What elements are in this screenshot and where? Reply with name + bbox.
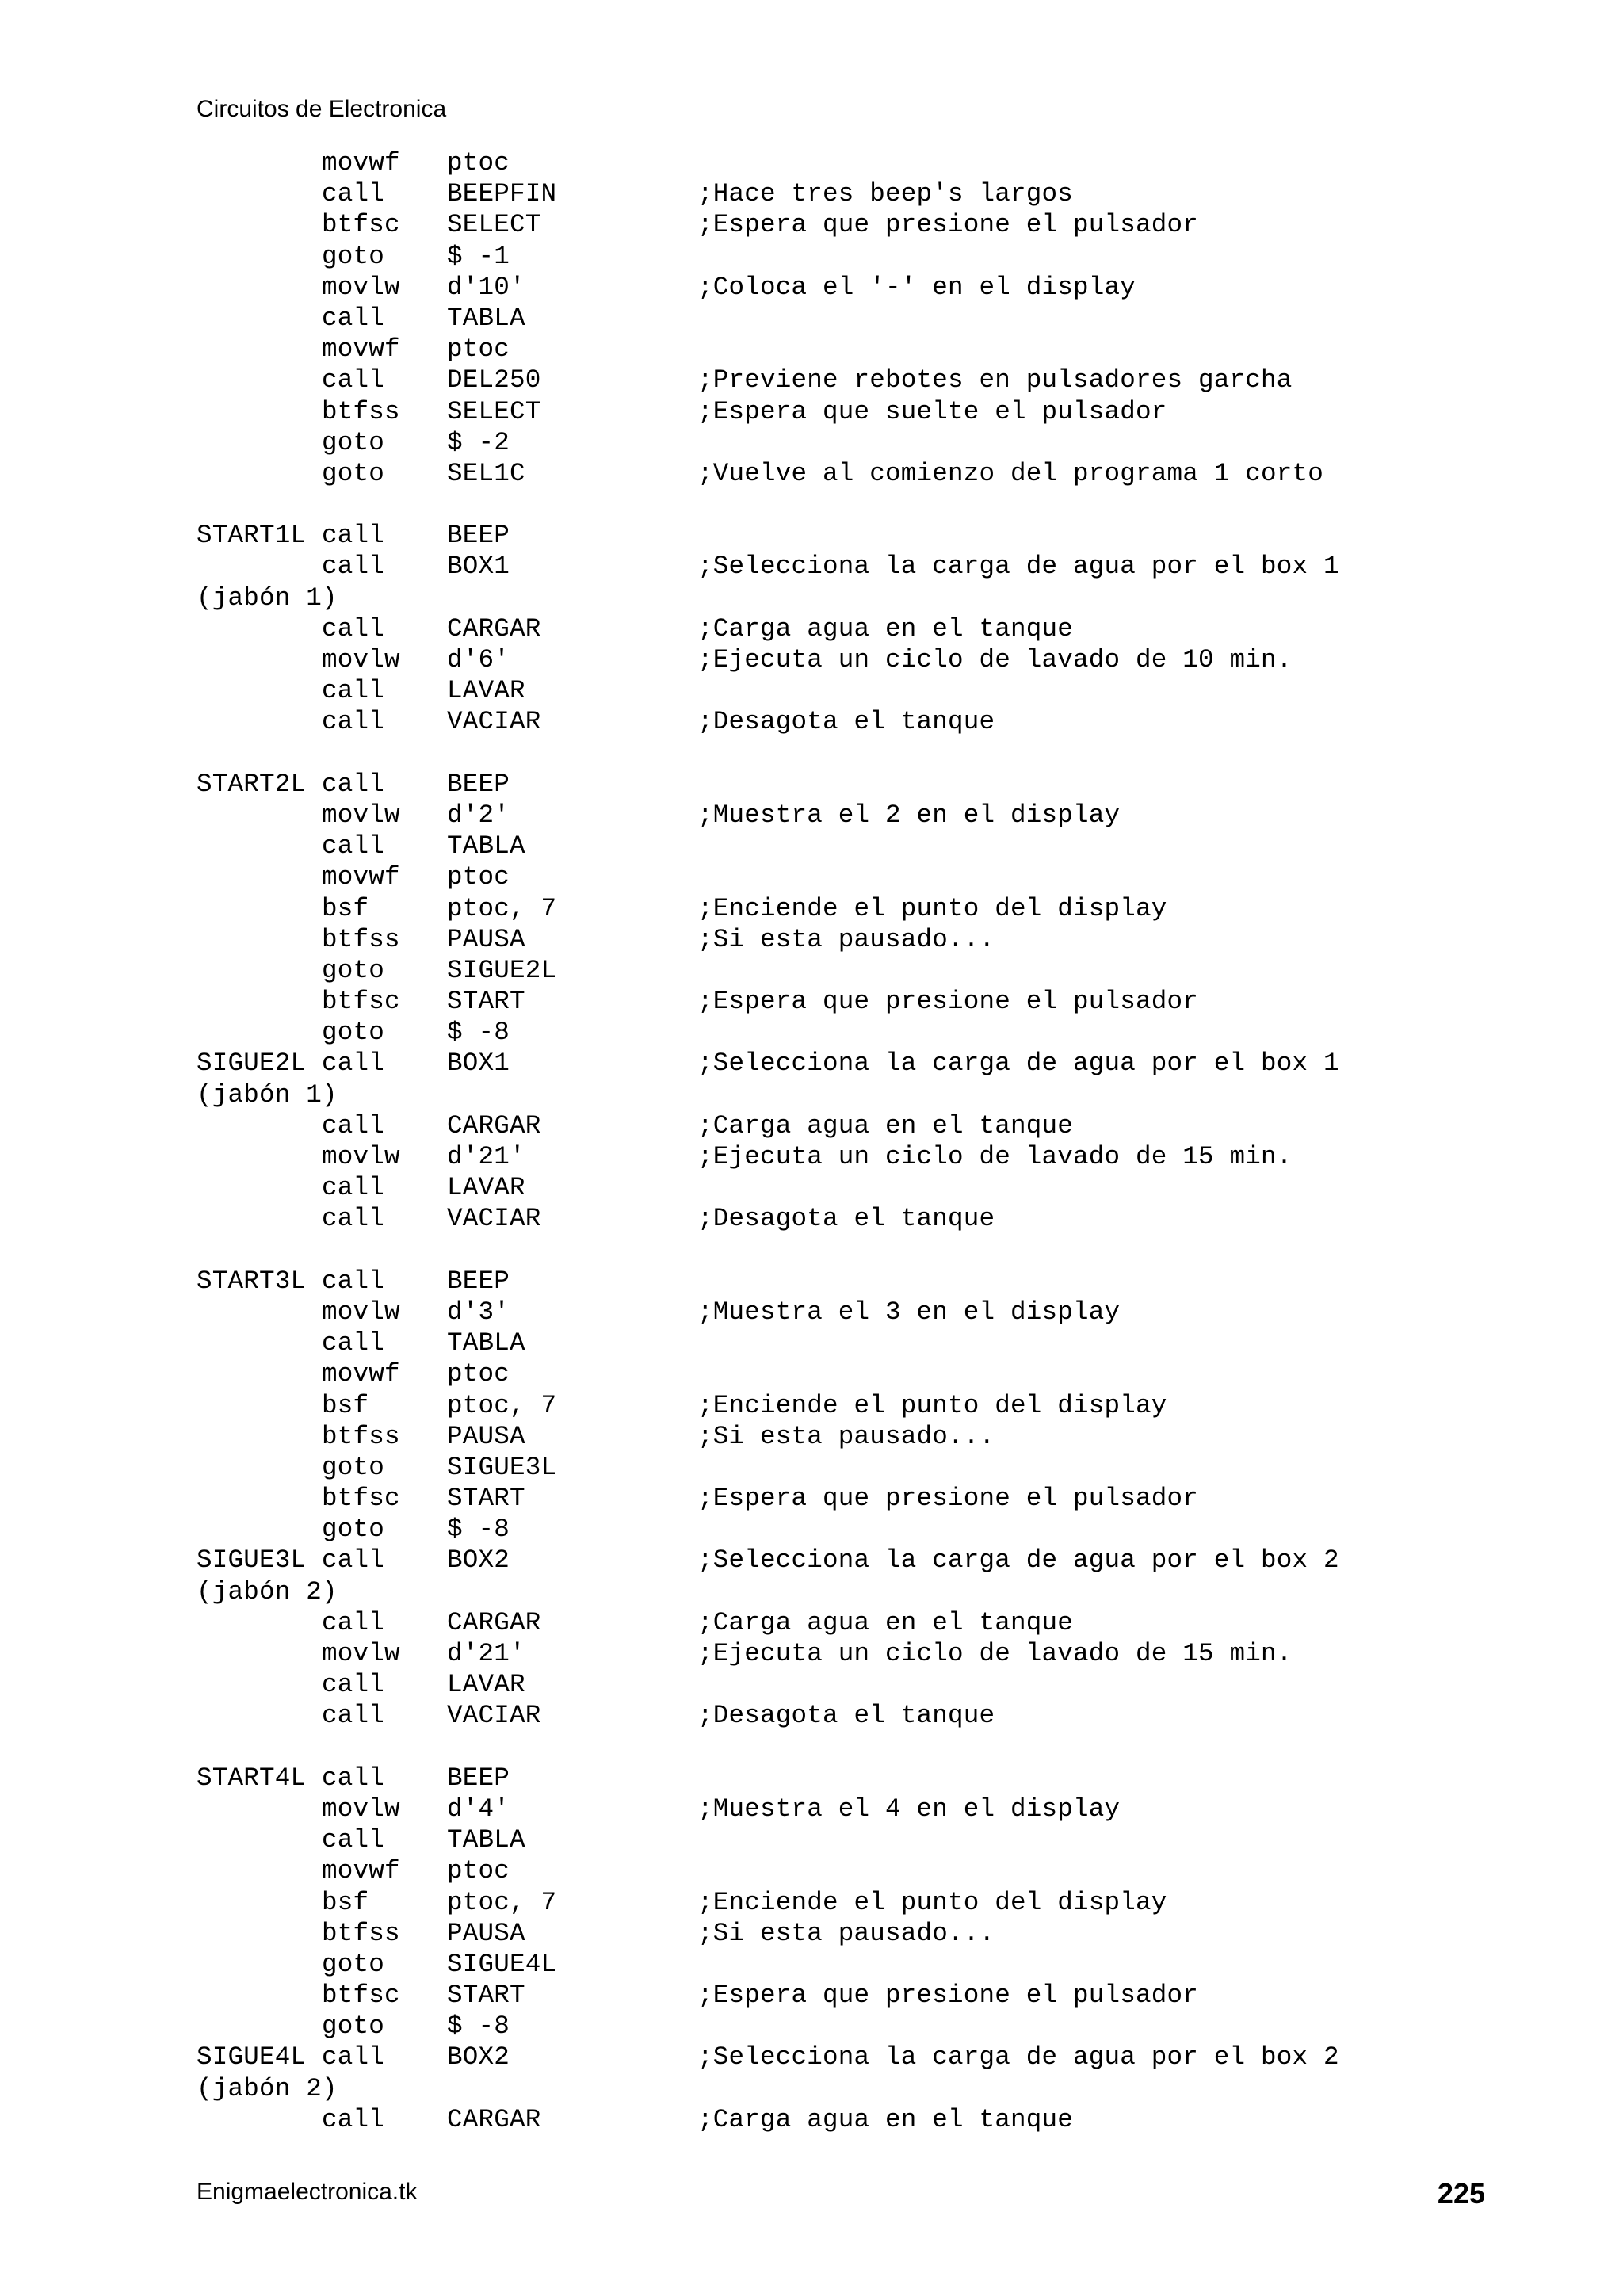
code-line: goto $ -2	[197, 427, 510, 457]
code-blank-line	[197, 1732, 1339, 1763]
code-line: movlw d'10' ;Coloca el '-' en el display	[197, 272, 1136, 302]
code-blank-line	[197, 1235, 1339, 1266]
code-line: call LAVAR	[197, 676, 525, 706]
code-line: goto SIGUE2L	[197, 955, 557, 985]
code-line: movlw d'4' ;Muestra el 4 en el display	[197, 1794, 1121, 1824]
code-blank-line	[197, 489, 1339, 520]
code-line: movlw d'21' ;Ejecuta un ciclo de lavado de 15 min.	[197, 1142, 1293, 1171]
code-line: bsf ptoc, 7 ;Enciende el punto del display	[197, 893, 1167, 923]
code-line: (jabón 1)	[197, 583, 338, 613]
code-line: btfss SELECT ;Espera que suelte el pulsador	[197, 396, 1167, 426]
code-line: START4L call BEEP	[197, 1763, 510, 1793]
code-line: START3L call BEEP	[197, 1266, 510, 1296]
code-line: btfss PAUSA ;Si esta pausado...	[197, 1918, 995, 1948]
code-line: bsf ptoc, 7 ;Enciende el punto del display	[197, 1887, 1167, 1917]
code-line: SIGUE4L call BOX2 ;Selecciona la carga de agua por el box 2	[197, 2042, 1339, 2073]
code-line: call LAVAR	[197, 1173, 525, 1203]
code-line: movlw d'6' ;Ejecuta un ciclo de lavado de 10 min.	[197, 645, 1293, 674]
code-line: call CARGAR ;Carga agua en el tanque	[197, 1110, 1074, 1140]
code-line: START2L call BEEP	[197, 769, 510, 799]
code-line: call LAVAR	[197, 1670, 525, 1700]
code-line: btfss PAUSA ;Si esta pausado...	[197, 924, 995, 954]
code-line: goto $ -8	[197, 2011, 510, 2042]
code-line: call BOX1 ;Selecciona la carga de agua por el box 1	[197, 552, 1339, 582]
code-line: goto $ -8	[197, 1515, 510, 1545]
footer-site-name: Enigmaelectronica.tk	[197, 2179, 418, 2205]
code-line: call CARGAR ;Carga agua en el tanque	[197, 613, 1074, 644]
code-blank-line	[197, 738, 1339, 769]
code-line: call VACIAR ;Desagota el tanque	[197, 1204, 995, 1234]
code-line: bsf ptoc, 7 ;Enciende el punto del display	[197, 1390, 1167, 1420]
page-number: 225	[1437, 2177, 1485, 2210]
code-line: movwf ptoc	[197, 334, 510, 365]
code-line: goto SEL1C ;Vuelve al comienzo del programa 1 corto	[197, 458, 1324, 488]
code-line: call VACIAR ;Desagota el tanque	[197, 707, 995, 737]
code-line: movwf ptoc	[197, 862, 510, 892]
code-line: START1L call BEEP	[197, 521, 510, 551]
code-line: movwf ptoc	[197, 148, 510, 178]
code-line: call VACIAR ;Desagota el tanque	[197, 1701, 995, 1731]
code-line: goto $ -1	[197, 241, 510, 271]
code-line: call TABLA	[197, 1328, 525, 1358]
code-line: call TABLA	[197, 303, 525, 333]
code-listing	[197, 147, 1339, 2135]
code-line: movwf ptoc	[197, 1359, 510, 1389]
code-line: call CARGAR ;Carga agua en el tanque	[197, 2104, 1074, 2134]
code-line: call BEEPFIN ;Hace tres beep's largos	[197, 179, 1074, 209]
code-line: SIGUE2L call BOX1 ;Selecciona la carga de agua por el box 1	[197, 1049, 1339, 1079]
code-line: call TABLA	[197, 1825, 525, 1855]
code-line: goto $ -8	[197, 1018, 510, 1048]
code-line: call DEL250 ;Previene rebotes en pulsadores garcha	[197, 365, 1293, 395]
code-line: goto SIGUE3L	[197, 1452, 557, 1482]
code-line: movlw d'3' ;Muestra el 3 en el display	[197, 1297, 1121, 1327]
code-line: (jabón 1)	[197, 1079, 338, 1110]
code-line: movwf ptoc	[197, 1856, 510, 1886]
code-line: SIGUE3L call BOX2 ;Selecciona la carga de agua por el box 2	[197, 1545, 1339, 1576]
code-line: btfsc START ;Espera que presione el pulsador	[197, 1981, 1199, 2011]
code-line: call TABLA	[197, 831, 525, 861]
page-header-title: Circuitos de Electronica	[197, 96, 447, 122]
code-line: btfsc START ;Espera que presione el pulsador	[197, 987, 1199, 1017]
code-line: goto SIGUE4L	[197, 1949, 557, 1979]
code-line: call CARGAR ;Carga agua en el tanque	[197, 1607, 1074, 1637]
code-line: movlw d'21' ;Ejecuta un ciclo de lavado de 15 min.	[197, 1639, 1293, 1668]
code-line: btfss PAUSA ;Si esta pausado...	[197, 1421, 995, 1451]
code-line: btfsc SELECT ;Espera que presione el pulsador	[197, 210, 1199, 240]
code-line: movlw d'2' ;Muestra el 2 en el display	[197, 800, 1121, 830]
code-line: (jabón 2)	[197, 1576, 338, 1606]
code-line: btfsc START ;Espera que presione el pulsador	[197, 1484, 1199, 1514]
code-line: (jabón 2)	[197, 2073, 338, 2103]
